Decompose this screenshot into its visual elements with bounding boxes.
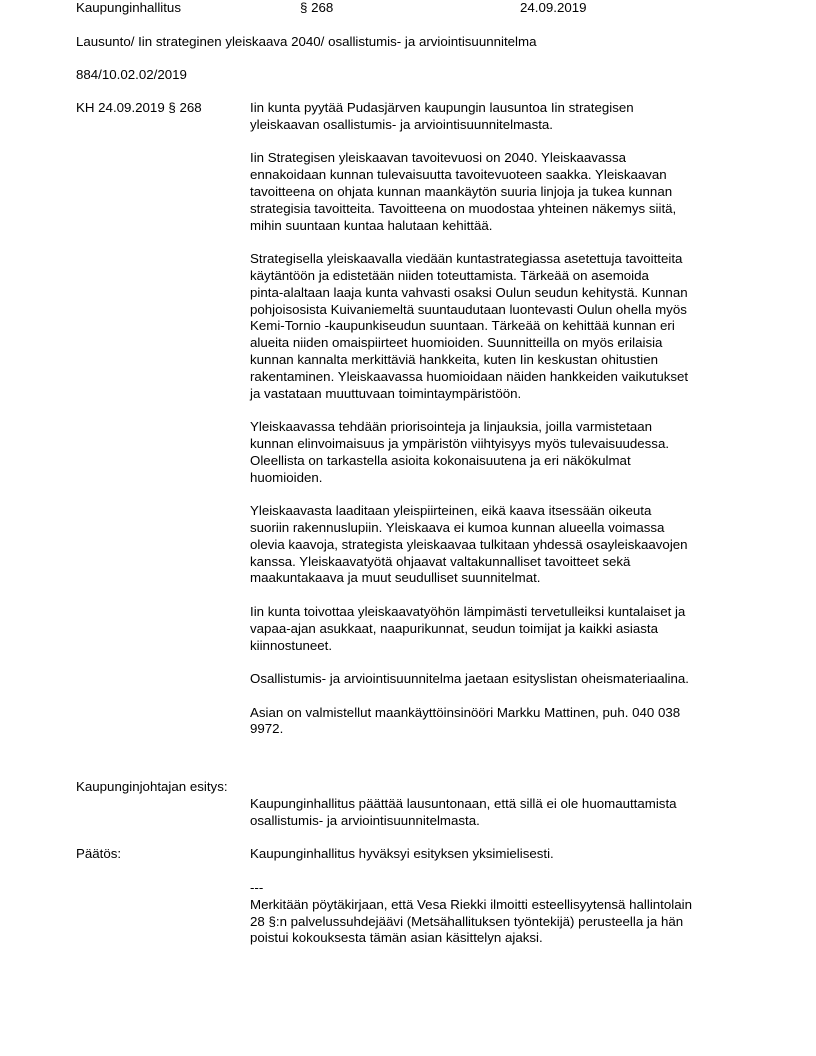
text-line: tavoitteena on ohjata kunnan maankäytön suuria linjoja ja tukea kunnan	[250, 183, 673, 199]
text-line: Strategisella yleiskaavalla viedään kuntastrategiassa asetettuja tavoitteita	[250, 251, 683, 267]
text-line: Asian on valmistellut maankäyttöinsinööri Markku Mattinen, puh. 040 038	[250, 704, 681, 720]
decision-label: Päätös:	[76, 846, 122, 861]
decision-statement: Kaupunginhallitus hyväksyi esityksen yksimielisesti.	[250, 846, 554, 861]
text-line: maakuntakaava ja muut seudulliset suunnitelmat.	[250, 570, 541, 586]
text-line: Iin Strategisen yleiskaavan tavoitevuosi on 2040. Yleiskaavassa	[250, 150, 626, 166]
text-line: kanssa. Yleiskaavatyötä ohjaavat valtakunnalliset tavoitteet sekä	[250, 553, 631, 569]
text-line: Iin kunta pyytää Pudasjärven kaupungin lausuntoa Iin strategisen	[250, 100, 634, 115]
separator: ---	[250, 880, 264, 895]
text-line: Iin kunta toivottaa yleiskaavatyöhön lämpimästi tervetulleiksi kuntalaiset ja	[250, 603, 686, 619]
body-paragraph	[250, 503, 750, 587]
text-line: käytäntöön ja edistetään niiden toteuttamista. Tärkeää on asemoida	[250, 267, 649, 283]
text-line: strategisia tavoitteita. Tavoitteena on muodostaa yhteinen näkemys siitä,	[250, 200, 677, 216]
proposal-label: Kaupunginjohtajan esitys:	[76, 779, 228, 794]
text-line: ja vastataan muuttuvaan toimintaympäristöön.	[250, 385, 522, 401]
text-line: kunnan kannalta merkittäviä hankkeita, kuten Iin keskustan ohitustien	[250, 351, 659, 367]
reference-label: KH 24.09.2019 § 268	[76, 100, 202, 115]
body-paragraph	[250, 705, 750, 739]
text-line: Yleiskaavassa tehdään priorisointeja ja linjauksia, joilla varmistetaan	[250, 419, 653, 435]
body-text	[250, 100, 750, 738]
text-line: rakentaminen. Yleiskaavassa huomioidaan näiden hankkeiden vaikutukset	[250, 368, 689, 384]
text-line: kiinnostuneet.	[250, 637, 333, 653]
body-paragraph	[250, 150, 750, 234]
decision-note	[250, 880, 750, 947]
body-paragraph	[250, 419, 750, 486]
document-title: Lausunto/ Iin strateginen yleiskaava 2040/ osallistumis- ja arviointisuunnitelma	[76, 34, 537, 49]
text-line: yleiskaavan osallistumis- ja arviointisuunnitelmasta.	[250, 116, 554, 132]
text-line: kunnan elinvoimaisuus ja ympäristön viihtyisyys myös tulevaisuudessa.	[250, 435, 670, 451]
body-paragraph	[250, 671, 750, 688]
text-line: ennakoidaan kunnan tulevaisuutta tavoitevuoteen saakka. Yleiskaavan	[250, 167, 667, 183]
text-line: osallistumis- ja arviointisuunnitelmasta.	[250, 812, 480, 828]
text-line: 9972.	[250, 721, 284, 737]
text-line: 28 §:n palvelussuhdejäävi (Metsähallituksen työntekijä) perusteella ja hän	[250, 913, 684, 929]
body-paragraph	[250, 604, 750, 654]
text-line: Kemi-Tornio -kaupunkiseudun suuntaan. Tärkeää on kehittää kunnan eri	[250, 318, 675, 334]
text-line: vapaa-ajan asukkaat, naapurikunnat, seudun toimijat ja kaikki asiasta	[250, 620, 659, 636]
header-organ: Kaupunginhallitus	[76, 0, 181, 15]
text-line: mihin suuntaan kuntaa halutaan kehittää.	[250, 217, 493, 233]
text-line: Osallistumis- ja arviointisuunnitelma jaetaan esityslistan oheismateriaalina.	[250, 671, 689, 687]
text-line: Kaupunginhallitus päättää lausuntonaan, että sillä ei ole huomauttamista	[250, 796, 677, 811]
proposal-text	[250, 796, 750, 830]
header-date: 24.09.2019	[520, 0, 587, 15]
body-paragraph	[250, 251, 750, 402]
text-line: pohjoisosista Kuivaniemeltä suuntaudutaan luontevasti Oulun ohella myös	[250, 301, 687, 317]
text-line: Oleellista on tarkastella asioita kokonaisuutena ja eri näkökulmat	[250, 452, 631, 468]
record-number: 884/10.02.02/2019	[76, 67, 187, 82]
header-section: § 268	[300, 0, 334, 15]
text-line: huomioiden.	[250, 469, 323, 485]
decision-text	[250, 846, 750, 863]
body-paragraph	[250, 100, 750, 134]
text-line: poistui kokouksesta tämän asian käsittelyn ajaksi.	[250, 930, 543, 946]
text-line: olevia kaavoja, strategista yleiskaavaa tulkitaan yhdessä osayleiskaavojen	[250, 536, 688, 552]
text-line: suoriin rakennuslupiin. Yleiskaava ei kumoa kunnan alueella voimassa	[250, 519, 665, 535]
text-line: Yleiskaavasta laaditaan yleispiirteinen, eikä kaava itsessään oikeuta	[250, 503, 652, 519]
text-line: alueita niiden omaispiirteet huomioiden. Suunnitteilla on myös erilaisia	[250, 335, 663, 351]
text-line: Merkitään pöytäkirjaan, että Vesa Riekki ilmoitti esteellisyytensä hallintolain	[250, 896, 692, 912]
text-line: pinta-alaltaan laaja kunta vahvasti osaksi Oulun seudun kehitystä. Kunnan	[250, 284, 688, 300]
